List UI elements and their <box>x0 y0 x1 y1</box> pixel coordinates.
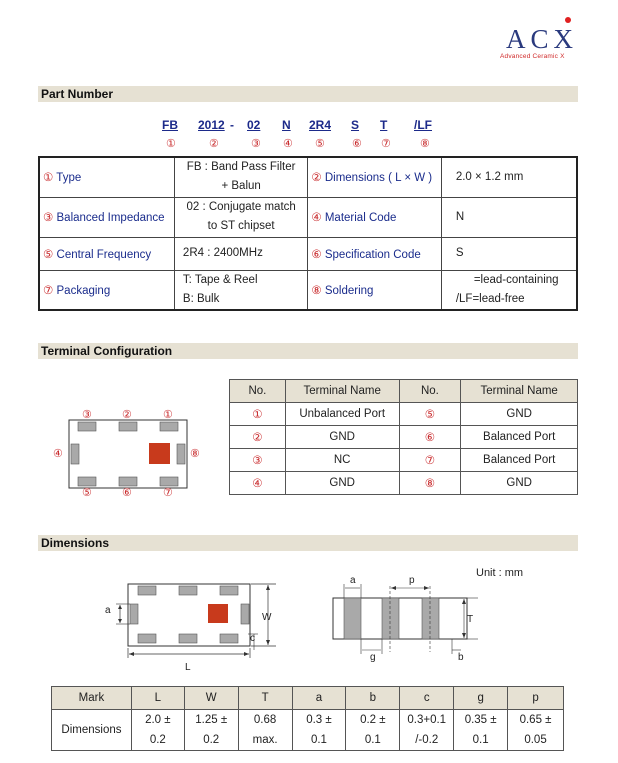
dimensions-bar <box>38 535 578 551</box>
pad <box>160 477 178 486</box>
top-view-drawing <box>96 578 286 678</box>
column-header: a <box>292 687 346 710</box>
pin-name: Balanced Port <box>461 449 578 472</box>
pin-marker: ① <box>163 409 173 421</box>
part-code-segment: 2R4 <box>309 118 332 132</box>
field-value: S <box>455 247 464 259</box>
dim-value: 0.3+0.1 <box>407 714 447 726</box>
dim-value: 0.65 ± <box>519 714 552 726</box>
pad <box>179 634 197 643</box>
pad <box>78 477 96 486</box>
field-value: B: Bulk <box>182 292 220 305</box>
pin-number: ⑥ <box>399 426 461 449</box>
dim-label-g: g <box>370 652 376 663</box>
pad <box>130 604 138 624</box>
logo-subtitle: Advanced Ceramic X <box>500 53 565 60</box>
pad <box>138 586 156 595</box>
part-code-segment: FB <box>162 118 178 132</box>
dim-value: 0.2 ± <box>360 714 386 726</box>
pad <box>220 586 238 595</box>
pad <box>241 604 249 624</box>
pin-marker: ④ <box>53 448 63 460</box>
pad <box>138 634 156 643</box>
dim-tolerance: 0.1 <box>472 734 489 746</box>
column-header: b <box>346 687 400 710</box>
pad <box>78 422 96 431</box>
field-label: Dimensions ( L × W ) <box>321 172 433 185</box>
pin-marker: ② <box>122 409 132 421</box>
code-marker: ⑦ <box>43 284 54 297</box>
dimensions-table <box>51 686 564 751</box>
pin-number: ⑤ <box>399 403 461 426</box>
field-value: T: Tape & Reel <box>182 273 258 286</box>
pin-number: ③ <box>230 449 286 472</box>
code-marker: ① <box>43 172 54 185</box>
column-header: Terminal Name <box>285 380 399 403</box>
part-code-segment: /LF <box>414 118 432 132</box>
row-label: Dimensions <box>52 710 132 751</box>
dim-label-l: L <box>185 662 191 673</box>
pad <box>119 477 137 486</box>
dim-tolerance: 0.05 <box>524 734 547 746</box>
dim-label-c: c <box>250 633 255 644</box>
dim-value: 1.25 ± <box>195 714 228 726</box>
field-label: Balanced Impedance <box>53 212 165 224</box>
table-row <box>39 270 577 310</box>
pin-number: ⑧ <box>399 472 461 495</box>
highlight-pad <box>208 604 228 623</box>
part-code-segment: T <box>380 118 388 132</box>
dim-tolerance: max. <box>252 734 278 746</box>
field-label: Specification Code <box>321 248 421 261</box>
pad <box>71 444 79 464</box>
field-label: Soldering <box>321 284 374 297</box>
dim-tolerance: /-0.2 <box>415 734 439 746</box>
pin-name: GND <box>285 472 399 495</box>
dim-tolerance: 0.2 <box>149 734 166 746</box>
dim-label-b: b <box>458 652 464 663</box>
highlight-pad <box>149 443 170 464</box>
pin-marker: ⑥ <box>122 487 132 499</box>
dim-label-t: T <box>467 614 474 625</box>
dim-tolerance: 0.1 <box>310 734 327 746</box>
pin-name: GND <box>461 472 578 495</box>
electrode <box>422 598 439 639</box>
pin-number: ① <box>230 403 286 426</box>
table-row <box>39 237 577 270</box>
unit-label: Unit : mm <box>476 567 524 579</box>
table-header-row <box>230 380 578 403</box>
terminal-table <box>229 379 578 495</box>
pin-number: ② <box>230 426 286 449</box>
code-marker: ⑥ <box>311 248 322 261</box>
column-header: W <box>184 687 238 710</box>
column-header: Terminal Name <box>461 380 578 403</box>
dim-label-a: a <box>105 605 111 616</box>
dim-value: 2.0 ± <box>145 714 171 726</box>
field-value: 2R4 : 2400MHz <box>182 247 263 259</box>
part-code-segment: 02 <box>247 118 261 132</box>
part-code-segment: 2012 <box>198 118 225 132</box>
electrode <box>382 598 399 639</box>
dim-value: 0.3 ± <box>306 714 332 726</box>
pin-marker: ③ <box>82 409 92 421</box>
table-header-row <box>52 687 564 710</box>
table-row <box>52 710 564 751</box>
column-header: No. <box>230 380 286 403</box>
part-code-segment: S <box>351 118 360 132</box>
field-value: 02 : Conjugate match <box>186 201 296 213</box>
terminal-heading: Terminal Configuration <box>41 344 173 358</box>
dim-tolerance: 0.2 <box>203 734 220 746</box>
part-code-marker: ⑧ <box>420 138 430 150</box>
table-row <box>39 197 577 237</box>
part-code-marker: ④ <box>283 138 293 150</box>
pin-number: ④ <box>230 472 286 495</box>
part-code-marker: ② <box>209 138 219 150</box>
column-header: c <box>400 687 454 710</box>
table-row <box>230 426 578 449</box>
dim-label-p: p <box>409 575 415 586</box>
field-value: 2.0 × 1.2 mm <box>455 170 524 183</box>
pin-marker: ⑧ <box>190 448 200 460</box>
pin-name: Unbalanced Port <box>285 403 399 426</box>
pad <box>160 422 178 431</box>
pin-marker: ⑦ <box>163 487 173 499</box>
part-code-marker: ⑦ <box>381 138 391 150</box>
part-number-table <box>38 156 578 311</box>
pad <box>179 586 197 595</box>
logo-dot <box>565 17 571 23</box>
column-header: p <box>508 687 564 710</box>
table-row <box>230 472 578 495</box>
pin-name: GND <box>461 403 578 426</box>
dim-tolerance: 0.1 <box>364 734 381 746</box>
field-label: Packaging <box>53 284 111 297</box>
pad <box>177 444 185 464</box>
code-marker: ④ <box>311 212 322 224</box>
dim-label-a-side: a <box>350 575 356 586</box>
pin-name: NC <box>285 449 399 472</box>
table-row <box>39 157 577 197</box>
table-row <box>230 403 578 426</box>
part-code-segment: N <box>282 118 291 132</box>
field-value: to ST chipset <box>207 220 275 232</box>
code-marker: ⑧ <box>311 284 322 297</box>
table-row <box>230 449 578 472</box>
field-label: Material Code <box>321 212 397 224</box>
part-code-marker: ⑥ <box>352 138 362 150</box>
field-label: Type <box>53 172 82 185</box>
part-number-bar <box>38 86 578 102</box>
field-label: Central Frequency <box>53 248 152 261</box>
company-logo: ACX <box>506 24 579 54</box>
column-header: L <box>131 687 184 710</box>
part-code-dash: - <box>230 118 234 132</box>
electrode <box>344 598 361 639</box>
part-code-marker: ⑤ <box>315 138 325 150</box>
code-marker: ⑤ <box>43 248 54 261</box>
column-header: T <box>238 687 292 710</box>
pad <box>119 422 137 431</box>
field-value: FB : Band Pass Filter <box>186 161 296 174</box>
field-value: + Balun <box>221 180 261 193</box>
column-header: No. <box>399 380 461 403</box>
pin-name: Balanced Port <box>461 426 578 449</box>
dimensions-heading: Dimensions <box>41 536 110 550</box>
code-marker: ② <box>311 172 322 185</box>
dim-value: 0.35 ± <box>464 714 497 726</box>
dim-label-w: W <box>262 612 272 623</box>
part-code-marker: ③ <box>251 138 261 150</box>
column-header: Mark <box>52 687 132 710</box>
dim-value: 0.68 <box>253 714 277 726</box>
field-value: /LF=lead-free <box>455 292 525 305</box>
pin-number: ⑦ <box>399 449 461 472</box>
field-value: N <box>455 210 465 223</box>
pin-marker: ⑤ <box>82 487 92 499</box>
field-value: =lead-containing <box>473 273 559 286</box>
pad <box>220 634 238 643</box>
part-code-marker: ① <box>166 138 176 150</box>
part-number-heading: Part Number <box>41 87 114 101</box>
column-header: g <box>454 687 508 710</box>
code-marker: ③ <box>43 212 54 224</box>
pin-name: GND <box>285 426 399 449</box>
